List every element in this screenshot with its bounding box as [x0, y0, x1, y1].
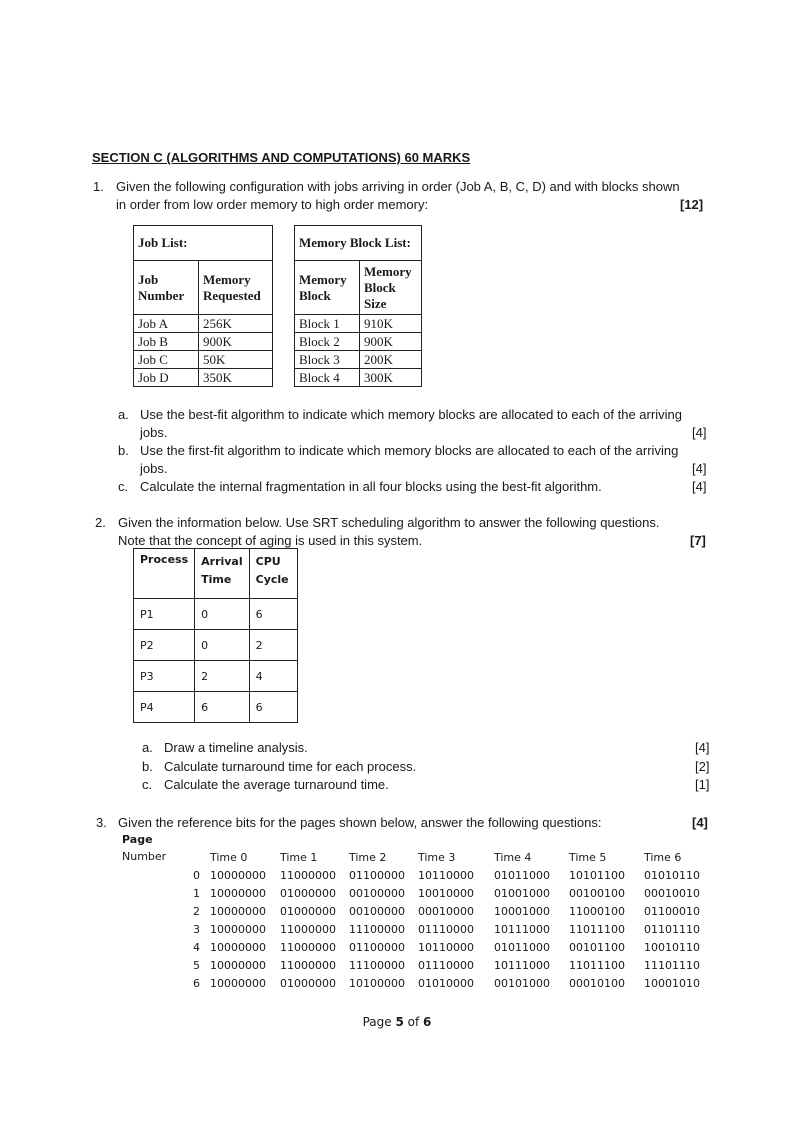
memory-requested-header: Memory Requested	[199, 261, 273, 315]
bits-cell: 11000000	[280, 958, 336, 972]
page-number: 0	[193, 868, 200, 882]
bits-cell: 11000100	[569, 904, 625, 918]
table-row	[134, 692, 298, 723]
bits-cell: 11011100	[569, 922, 625, 936]
bits-cell: 10010000	[418, 886, 474, 900]
footer-of: of	[403, 1015, 424, 1029]
memory-cell: 50K	[199, 351, 273, 369]
time-header-row	[180, 848, 700, 866]
bits-cell: 01110000	[418, 958, 474, 972]
size-cell: 910K	[360, 315, 422, 333]
time-header: Time 0	[210, 850, 248, 864]
table-row	[180, 956, 700, 974]
process-table	[133, 548, 298, 723]
q2c-marks: [1]	[695, 777, 710, 792]
bits-cell: 00101100	[569, 940, 625, 954]
bits-cell: 11000000	[280, 922, 336, 936]
size-cell: 900K	[360, 333, 422, 351]
footer-prefix: Page	[362, 1015, 396, 1029]
bits-cell: 00010100	[569, 976, 625, 990]
page-number: 1	[193, 886, 200, 900]
memory-cell: 900K	[199, 333, 273, 351]
bits-cell: 10000000	[210, 940, 266, 954]
q3-text: Given the reference bits for the pages shown below, answer the following questions:	[118, 815, 602, 830]
table-row	[295, 351, 422, 369]
bits-cell: 01100000	[349, 940, 405, 954]
section-title: SECTION C (ALGORITHMS AND COMPUTATIONS) 60 MARKS	[92, 150, 471, 165]
table-row	[180, 884, 700, 902]
table-row	[295, 333, 422, 351]
job-list-title: Job List:	[134, 226, 273, 261]
bits-cell: 10111000	[494, 922, 550, 936]
q3-marks: [4]	[692, 815, 708, 830]
arrival-cell: 6	[195, 692, 250, 723]
bits-cell: 10100000	[349, 976, 405, 990]
q2-marks: [7]	[690, 533, 706, 548]
job-list-table	[133, 225, 273, 387]
bits-cell: 00010000	[418, 904, 474, 918]
time-header: Time 2	[349, 850, 387, 864]
bits-cell: 10010110	[644, 940, 700, 954]
q1a-marks: [4]	[692, 425, 707, 440]
time-header: Time 5	[569, 850, 607, 864]
arrival-header-line2: Time	[201, 573, 232, 586]
q2c-label: c.	[142, 777, 153, 792]
bits-cell: 01011000	[494, 868, 550, 882]
bits-cell: 01010000	[418, 976, 474, 990]
size-cell: 300K	[360, 369, 422, 387]
q2-text-line2: Note that the concept of aging is used in this system.	[118, 533, 423, 548]
bits-cell: 10000000	[210, 922, 266, 936]
reference-bits-table	[180, 848, 700, 992]
cpu-cell: 2	[249, 630, 297, 661]
table-row	[180, 920, 700, 938]
q2c-text: Calculate the average turnaround time.	[164, 777, 389, 792]
page-number: 5	[193, 958, 200, 972]
q2-text-line1: Given the information below. Use SRT scheduling algorithm to answer the following questions.	[118, 515, 660, 530]
cpu-cell: 6	[249, 599, 297, 630]
time-header: Time 3	[418, 850, 456, 864]
bits-cell: 01101110	[644, 922, 700, 936]
page-label-line1: Page	[122, 833, 153, 846]
table-row	[134, 315, 273, 333]
q1b-label: b.	[118, 443, 129, 458]
bits-cell: 10000000	[210, 904, 266, 918]
cpu-header-line2: Cycle	[255, 573, 289, 586]
q2a-text: Draw a timeline analysis.	[164, 740, 308, 755]
cpu-cell: 4	[249, 661, 297, 692]
table-row	[134, 333, 273, 351]
bits-cell: 01000000	[280, 976, 336, 990]
bits-cell: 11100000	[349, 922, 405, 936]
time-header: Time 6	[644, 850, 682, 864]
page-number: 4	[193, 940, 200, 954]
bits-cell: 10110000	[418, 868, 474, 882]
bits-cell: 01010110	[644, 868, 700, 882]
table-row	[295, 369, 422, 387]
arrival-cell: 0	[195, 630, 250, 661]
process-header: Process	[134, 549, 195, 599]
block-cell: Block 4	[295, 369, 360, 387]
q2a-marks: [4]	[695, 740, 710, 755]
cpu-cycle-header	[249, 549, 297, 599]
table-row	[134, 351, 273, 369]
q2a-label: a.	[142, 740, 153, 755]
arrival-cell: 0	[195, 599, 250, 630]
time-header: Time 1	[280, 850, 318, 864]
page-number: 2	[193, 904, 200, 918]
process-cell: P1	[134, 599, 195, 630]
table-row	[134, 661, 298, 692]
table-row	[180, 974, 700, 992]
bits-cell: 10001010	[644, 976, 700, 990]
q1-text-line2: in order from low order memory to high order memory:	[116, 197, 429, 212]
cpu-cell: 6	[249, 692, 297, 723]
process-cell: P4	[134, 692, 195, 723]
table-row	[134, 630, 298, 661]
bits-cell: 10110000	[418, 940, 474, 954]
q1-number: 1.	[93, 179, 104, 194]
job-cell: Job D	[134, 369, 199, 387]
block-cell: Block 1	[295, 315, 360, 333]
bits-cell: 11101110	[644, 958, 700, 972]
q1c-label: c.	[118, 479, 129, 494]
bits-cell: 01011000	[494, 940, 550, 954]
page-label-line2: Number	[122, 850, 167, 863]
arrival-cell: 2	[195, 661, 250, 692]
footer-current-page: 5	[395, 1015, 404, 1029]
table-row	[295, 315, 422, 333]
table-row	[134, 599, 298, 630]
q1a-label: a.	[118, 407, 129, 422]
size-cell: 200K	[360, 351, 422, 369]
job-cell: Job C	[134, 351, 199, 369]
q1a-text-line2: jobs.	[140, 425, 168, 440]
memory-cell: 256K	[199, 315, 273, 333]
table-row	[180, 866, 700, 884]
q3-number: 3.	[96, 815, 107, 830]
arrival-header-line1: Arrival	[201, 555, 243, 568]
time-header: Time 4	[494, 850, 532, 864]
table-row	[134, 369, 273, 387]
memory-block-title: Memory Block List:	[295, 226, 422, 261]
bits-cell: 01001000	[494, 886, 550, 900]
q2b-marks: [2]	[695, 759, 710, 774]
job-number-header: Job Number	[134, 261, 199, 315]
q1c-text: Calculate the internal fragmentation in all four blocks using the best-fit algorithm.	[140, 479, 602, 494]
bits-cell: 01100000	[349, 868, 405, 882]
q1b-text-line2: jobs.	[140, 461, 168, 476]
bits-cell: 01100010	[644, 904, 700, 918]
block-cell: Block 3	[295, 351, 360, 369]
bits-cell: 11000000	[280, 868, 336, 882]
bits-cell: 10000000	[210, 958, 266, 972]
bits-cell: 10000000	[210, 976, 266, 990]
q1c-marks: [4]	[692, 479, 707, 494]
bits-cell: 00100000	[349, 904, 405, 918]
bits-cell: 00010010	[644, 886, 700, 900]
q1-text-line1: Given the following configuration with jobs arriving in order (Job A, B, C, D) and with blocks shown	[116, 179, 680, 194]
bits-cell: 01000000	[280, 886, 336, 900]
bits-cell: 10000000	[210, 868, 266, 882]
bits-cell: 11100000	[349, 958, 405, 972]
bits-cell: 11011100	[569, 958, 625, 972]
page-number: 3	[193, 922, 200, 936]
q2-number: 2.	[95, 515, 106, 530]
q1b-text-line1: Use the first-fit algorithm to indicate which memory blocks are allocated to each of the arriving	[140, 443, 679, 458]
page-footer	[0, 1015, 794, 1029]
bits-cell: 10111000	[494, 958, 550, 972]
table-row	[180, 938, 700, 956]
table-row	[180, 902, 700, 920]
memory-block-table	[294, 225, 422, 387]
q2b-text: Calculate turnaround time for each process.	[164, 759, 417, 774]
cpu-header-line1: CPU	[255, 555, 281, 568]
q1-marks: [12]	[680, 197, 704, 212]
bits-cell: 00100100	[569, 886, 625, 900]
bits-cell: 01110000	[418, 922, 474, 936]
job-cell: Job B	[134, 333, 199, 351]
q1b-marks: [4]	[692, 461, 707, 476]
process-cell: P3	[134, 661, 195, 692]
q2b-label: b.	[142, 759, 153, 774]
memory-block-header: Memory Block	[295, 261, 360, 315]
bits-cell: 00100000	[349, 886, 405, 900]
bits-cell: 10001000	[494, 904, 550, 918]
bits-cell: 00101000	[494, 976, 550, 990]
bits-cell: 01000000	[280, 904, 336, 918]
footer-total-pages: 6	[423, 1015, 432, 1029]
bits-cell: 10101100	[569, 868, 625, 882]
bits-cell: 10000000	[210, 886, 266, 900]
job-cell: Job A	[134, 315, 199, 333]
block-cell: Block 2	[295, 333, 360, 351]
process-cell: P2	[134, 630, 195, 661]
page-number: 6	[193, 976, 200, 990]
memory-block-size-header: Memory Block Size	[360, 261, 422, 315]
q1a-text-line1: Use the best-fit algorithm to indicate which memory blocks are allocated to each of the arriving	[140, 407, 682, 422]
memory-cell: 350K	[199, 369, 273, 387]
bits-cell: 11000000	[280, 940, 336, 954]
arrival-time-header	[195, 549, 250, 599]
